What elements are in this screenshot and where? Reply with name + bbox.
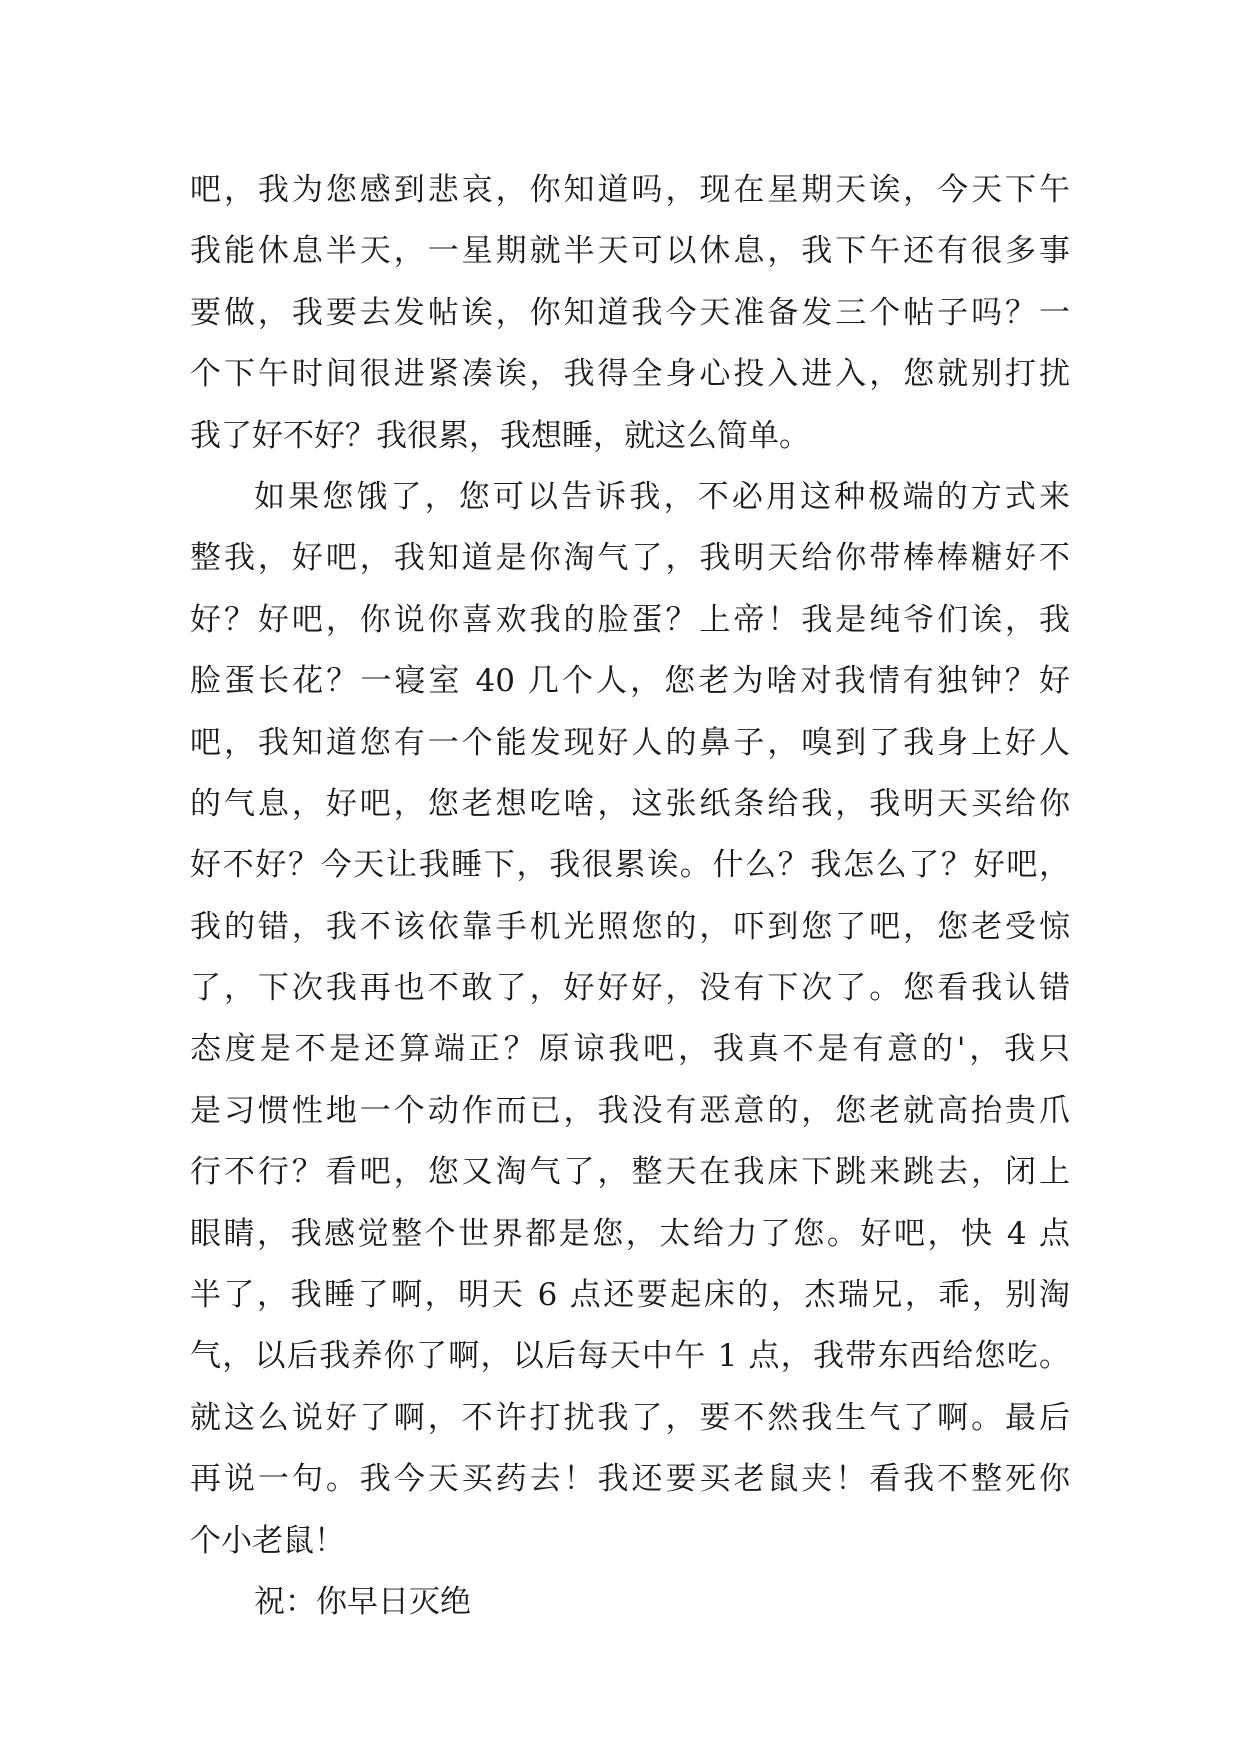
paragraph-2-line-14: 半了，我睡了啊，明天 6 点还要起床的，杰瑞兄，乖，别淘: [190, 1277, 1070, 1314]
paragraph-2-line-3: 好？好吧，你说你喜欢我的脸蛋？上帝！我是纯爷们诶，我: [190, 601, 1070, 638]
paragraph-2-line-16: 就这么说好了啊，不许打扰我了，要不然我生气了啊。最后: [190, 1399, 1070, 1436]
document-body: [190, 160, 1070, 1633]
paragraph-2-line-4: 脸蛋长花？一寝室 40 几个人，您老为啥对我情有独钟？好: [190, 663, 1070, 700]
paragraph-2-line-18: 个小老鼠！: [190, 1522, 345, 1559]
paragraph-1-line-1: 吧，我为您感到悲哀，你知道吗，现在星期天诶，今天下午: [190, 172, 1070, 208]
paragraph-1-line-3: 要做，我要去发帖诶，你知道我今天准备发三个帖子吗？一: [190, 294, 1070, 331]
paragraph-2-line-5: 吧，我知道您有一个能发现好人的鼻子，嗅到了我身上好人: [190, 724, 1070, 761]
paragraph-2-line-8: 我的错，我不该依靠手机光照您的，吓到您了吧，您老受惊: [190, 908, 1070, 945]
paragraph-2-line-10: 态度是不是还算端正？原谅我吧，我真不是有意的'，我只: [190, 1031, 1070, 1068]
closing-line: 祝：你早日灭绝: [254, 1583, 471, 1620]
paragraph-2-line-15: 气，以后我养你了啊，以后每天中午 1 点，我带东西给您吃。: [190, 1338, 1070, 1375]
paragraph-2-line-13: 眼睛，我感觉整个世界都是您，太给力了您。好吧，快 4 点: [190, 1215, 1070, 1252]
paragraph-2-line-7: 好不好？今天让我睡下，我很累诶。什么？我怎么了？好吧，: [190, 847, 1070, 884]
paragraph-1-line-4: 个下午时间很进紧凑诶，我得全身心投入进入，您就别打扰: [190, 356, 1070, 393]
paragraph-1-line-5: 我了好不好？我很累，我想睡，就这么简单。: [190, 417, 810, 454]
paragraph-2-line-6: 的气息，好吧，您老想吃啥，这张纸条给我，我明天买给你: [190, 785, 1070, 822]
paragraph-1-line-2: 我能休息半天，一星期就半天可以休息，我下午还有很多事: [190, 233, 1070, 270]
paragraph-2-line-12: 行不行？看吧，您又淘气了，整天在我床下跳来跳去，闭上: [190, 1154, 1070, 1191]
paragraph-2-line-11: 是习惯性地一个动作而已，我没有恶意的，您老就高抬贵爪: [190, 1092, 1070, 1129]
paragraph-2-line-1: 如果您饿了，您可以告诉我，不必用这种极端的方式来: [254, 478, 1070, 515]
paragraph-2-line-17: 再说一句。我今天买药去！我还要买老鼠夹！看我不整死你: [190, 1461, 1070, 1498]
paragraph-2-line-9: 了，下次我再也不敢了，好好好，没有下次了。您看我认错: [190, 970, 1070, 1007]
paragraph-2-line-2: 整我，好吧，我知道是你淘气了，我明天给你带棒棒糖好不: [190, 540, 1070, 577]
